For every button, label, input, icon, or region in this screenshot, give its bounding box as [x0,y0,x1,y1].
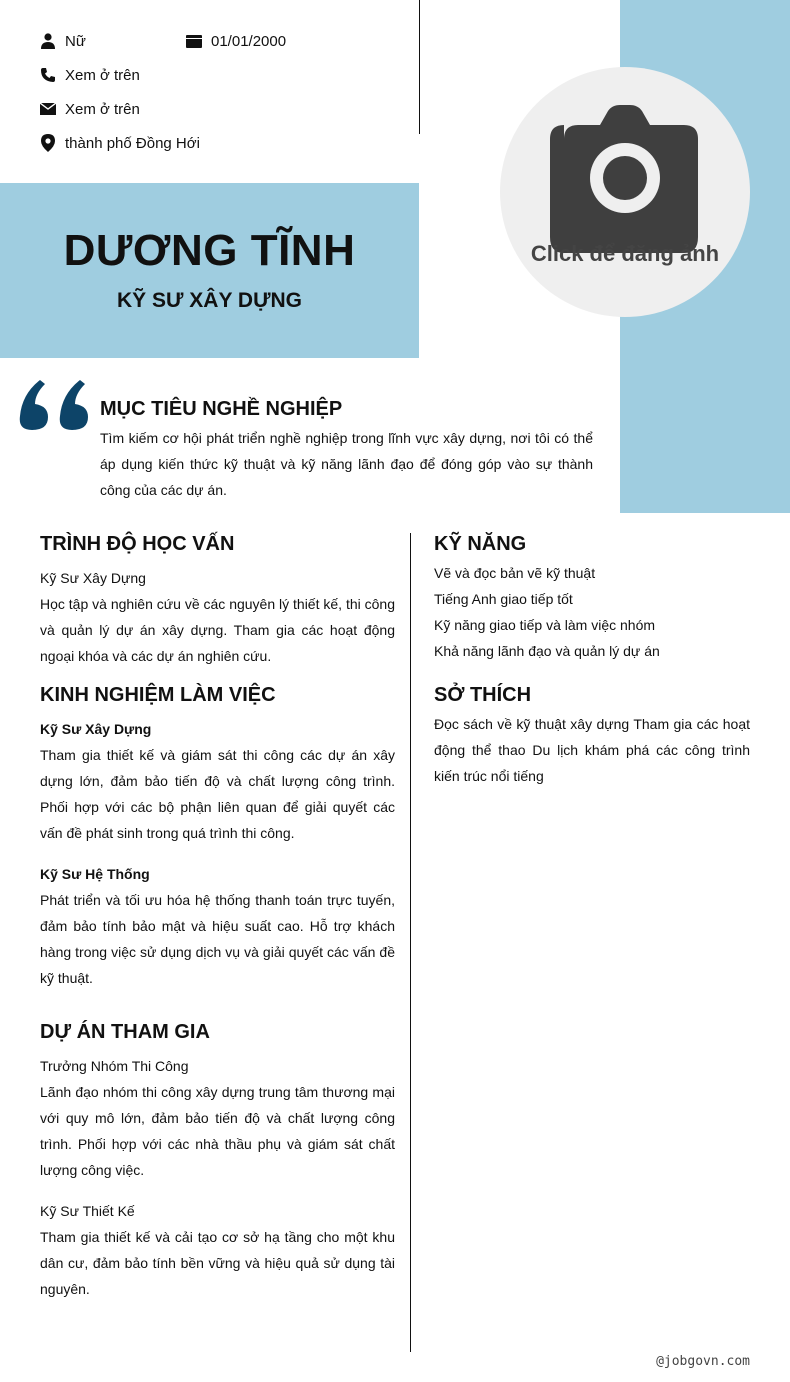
projects-heading: DỰ ÁN THAM GIA [40,1021,210,1043]
contact-dob [186,32,286,50]
skill-item: Tiếng Anh giao tiếp tốt [434,591,573,607]
full-name: DƯƠNG TĨNH [63,226,356,275]
project-role: Trưởng Nhóm Thi Công [40,1058,189,1074]
project-description: Lãnh đạo nhóm thi công xây dựng trung tâm thương mại với quy mô lớn, đảm bảo tiến độ và chất lượng công trình. Phối hợp với các nhà thầu phụ và giám sát chất lượng công việc. [40,1084,395,1178]
address-value: thành phố Đồng Hới [65,134,200,152]
phone-value: Xem ở trên [65,66,140,84]
contact-gender [40,32,86,50]
contact-email [40,100,140,118]
experience-role: Kỹ Sư Xây Dựng [40,721,152,737]
person-icon [40,32,56,50]
phone-icon [40,66,56,84]
footer-credit: @jobgovn.com [656,1354,750,1369]
top-divider [419,0,420,134]
email-value: Xem ở trên [65,100,140,118]
skill-item: Kỹ năng giao tiếp và làm việc nhóm [434,617,656,633]
gender-value: Nữ [65,32,86,50]
skills-heading: KỸ NĂNG [434,533,527,555]
email-icon [40,100,56,118]
column-divider [410,533,411,1352]
education-degree: Kỹ Sư Xây Dựng [40,570,146,586]
objective-heading: MỤC TIÊU NGHỀ NGHIỆP [100,398,343,420]
experience-heading: KINH NGHIỆM LÀM VIỆC [40,684,276,706]
experience-description: Tham gia thiết kế và giám sát thi công các dự án xây dựng lớn, đảm bảo tiến độ và chất lượng công trình. Phối hợp với các bộ phận liên quan để giải quyết các vấn đề phát sinh trong quá trình thi công. [40,747,395,841]
contact-phone [40,66,140,84]
skill-item: Vẽ và đọc bản vẽ kỹ thuật [434,565,596,581]
camera-icon [500,67,750,317]
quote-icon [18,378,92,430]
project-role: Kỹ Sư Thiết Kế [40,1203,135,1219]
experience-description: Phát triển và tối ưu hóa hệ thống thanh toán trực tuyến, đảm bảo tính bảo mật và hiệu suất cao. Hỗ trợ khách hàng trong việc sử dụng dịch vụ và giải quyết các vấn đề kỹ thuật. [40,892,395,986]
education-description: Học tập và nghiên cứu về các nguyên lý thiết kế, thi công và quản lý dự án xây dựng. Tham gia các hoạt động ngoại khóa và các dự án nghiên cứu. [40,596,395,664]
hobbies-heading: SỞ THÍCH [434,684,532,706]
photo-upload-label[interactable]: Click để đăng ảnh [530,241,720,266]
photo-upload[interactable] [500,67,750,317]
skill-item: Khả năng lãnh đạo và quản lý dự án [434,643,660,659]
education-heading: TRÌNH ĐỘ HỌC VẤN [40,533,235,555]
dob-value: 01/01/2000 [211,32,287,50]
job-title: KỸ SƯ XÂY DỰNG [117,289,302,312]
contact-address [40,134,200,152]
experience-role: Kỹ Sư Hệ Thống [40,866,150,882]
location-pin-icon [40,134,56,152]
project-description: Tham gia thiết kế và cải tạo cơ sở hạ tầng cho một khu dân cư, đảm bảo tính bền vững và hiệu quả sử dụng tài nguyên. [40,1229,395,1297]
hobbies-text: Đọc sách về kỹ thuật xây dựng Tham gia các hoạt động thể thao Du lịch khám phá các công trình kiến trúc nổi tiếng [434,716,750,784]
calendar-icon [186,32,202,50]
objective-text: Tìm kiếm cơ hội phát triển nghề nghiệp trong lĩnh vực xây dựng, nơi tôi có thể áp dụng kiến thức kỹ thuật và kỹ năng lãnh đạo để đóng góp vào sự thành công của các dự án. [100,430,593,498]
